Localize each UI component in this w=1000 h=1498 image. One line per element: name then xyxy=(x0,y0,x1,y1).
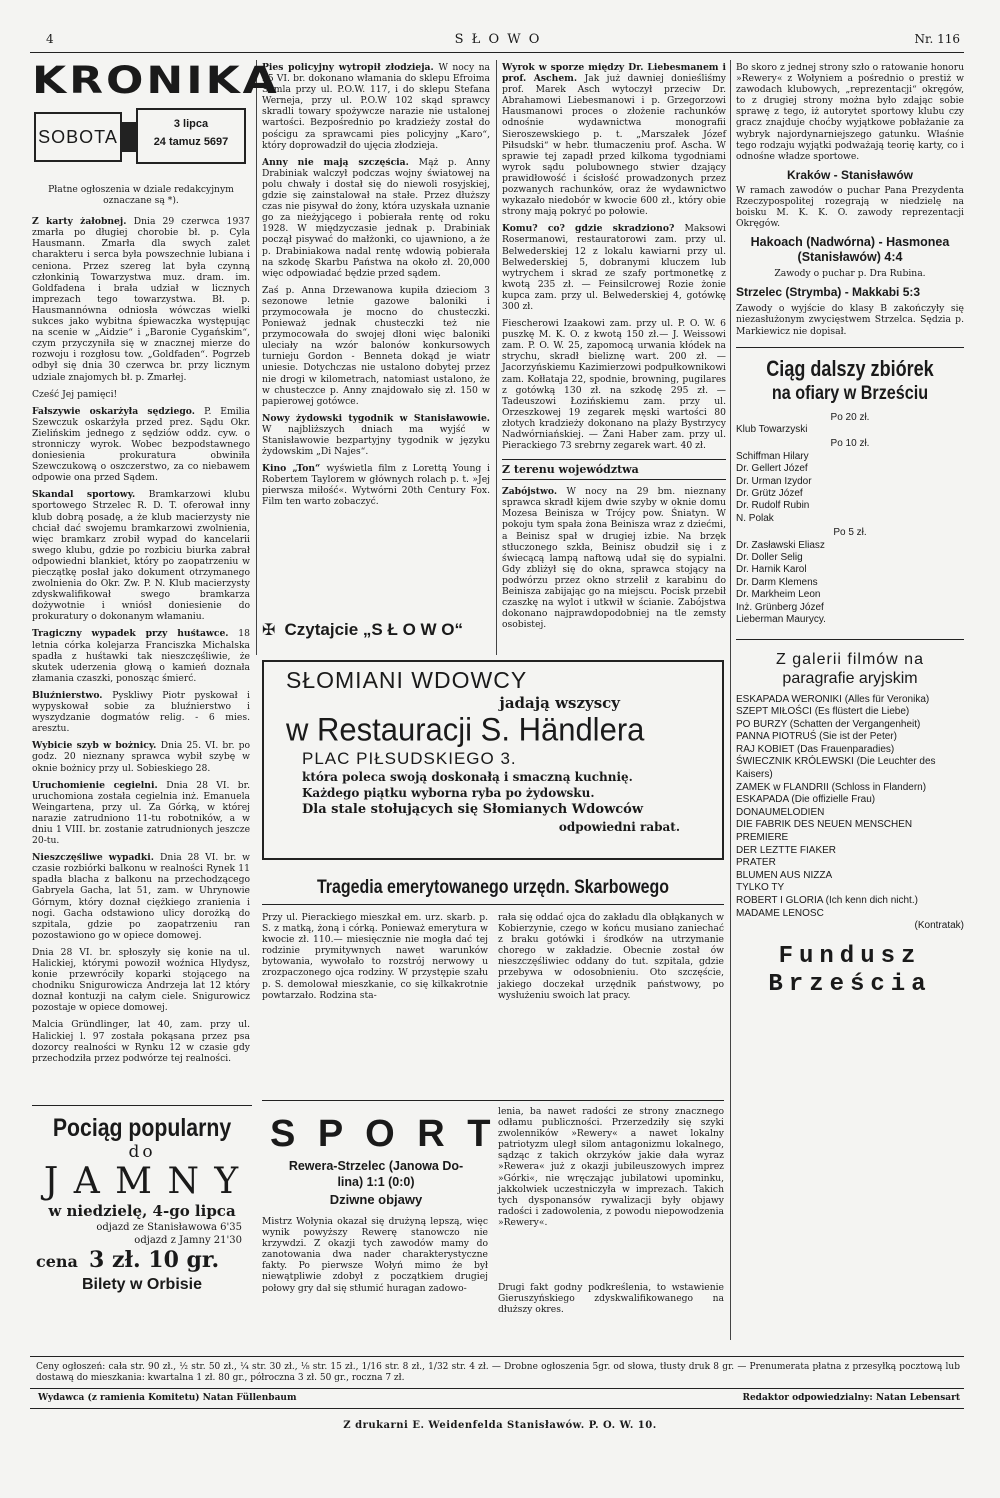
film-item: MADAME LENOSC xyxy=(736,907,824,919)
hakoach-title: Hakoach (Nadwórna) - Hasmonea (Stanisławów) 4:4 xyxy=(750,235,950,265)
film-item: (Kontratak) xyxy=(914,920,964,932)
fundusz-title-1: Fundusz xyxy=(778,942,922,970)
newspaper-name: S Ł O W O xyxy=(454,32,542,47)
handler-ad xyxy=(262,660,724,860)
donor-line: Dr. Doller Selig xyxy=(736,552,803,564)
kronika-article: Cześć Jej pamięci! xyxy=(32,388,118,400)
donor-line: Po 10 zł. xyxy=(830,438,870,450)
film-item: PRATER xyxy=(736,857,776,869)
page-number: 4 xyxy=(46,32,54,46)
sport-sub-1: Rewera-Strzelec (Janowa Do- xyxy=(288,1159,464,1173)
date-box xyxy=(136,108,246,164)
tragedia-left: Przy ul. Pierackiego mieszkał em. urz. skarb. p. S. z matką, żoną i córką. Ponieważ emerytura w kwocie zł. 110.— miesięcznie nie mogła dać tej rodzinie prymitywnych nawet warunków bytowania, wywołało to rozstrój nerwowy u zrozpaczonego ojca rodziny. W przystępie szału p. S. demolował mieszkanie, co się kilkakrotnie powtarzało. Rodzina sta- xyxy=(262,912,488,1001)
sport-section xyxy=(262,1100,724,1330)
film-item: RAJ KOBIET (Das Frauenparadies) xyxy=(736,743,895,755)
issue-number: Nr. 116 xyxy=(914,32,960,46)
handler-line1: SŁOMIANI WDOWCY xyxy=(286,667,528,693)
film-item: TYLKO TY xyxy=(736,882,785,894)
footer-prices: Ceny ogłoszeń: cała str. 90 zł., ½ str. 50 zł., ¼ str. 30 zł., ⅛ str. 15 zł., 1/16 str. 8 zł., 1/32 str. 4 zł. — Drobne ogłoszenia 5gr. od słowa, tłusty druk 8 gr. — Prenumerata płatna z przesyłką pocztową lub dostawą do mieszkania: kwartalna 1 zł. 80 gr., półroczna 3 zł. 50 gr., roczna 7 zł. xyxy=(36,1362,960,1383)
kronika-articles xyxy=(32,216,250,1064)
train-ad-tickets: Bilety w Orbisie xyxy=(81,1276,203,1293)
kronika-article: Skandal sportowy. Bramkarzowi klubu sportowego Strzelec R. D. T. oferował inny klub dobrą posadę, a że klub macierzysty nie chciał dać swojemu bramkarzowi zwolnienia, więc bramkarz zrobił wypad do kancelarii swego klubu, gdzie po rozbiciu biurka zabrał odpowiedni blankiet, który po zaopatrzeniu w pieczątkę posłał jako dokument otrzymanego zwolnienia do Okr. Zw. P. N. Klub macierzysty zdyskwalifikował swego bramkarza dożywotnie i wniósł doniesienie do prokuratury o dokonanym włamaniu. xyxy=(32,489,250,623)
film-item: PO BURZY (Schatten der Vergangenheit) xyxy=(736,718,921,730)
handler-line7: Dla stale stołujących się Słomianych Wdowców xyxy=(302,802,644,817)
film-item: ŚWIECZNIK KRÓLEWSKI (Die Leuchter des Kaisers) xyxy=(736,756,936,781)
film-item: ESKAPADA (Die offizielle Frau) xyxy=(736,794,876,806)
hakoach-text: Zawody o puchar p. Dra Rubina. xyxy=(774,268,926,280)
film-item: DIE FABRIK DES NEUEN MENSCHEN xyxy=(736,819,913,831)
kronika-article: Z karty żałobnej. Dnia 29 czerwca 1937 zmarła po długiej chorobie bł. p. Cyla Hausmann. Zmarła dla swych zalet charakteru i serca była powszechnie lubiana i ceniona. Przez szereg lat była czynną członkinią Towarzystwa muz. dram. im. Goldfadena i brała udział w licznych imprezach tego towarzystwa. Bł. p. Hausmannówna odniosła wówczas wielki sukces jako wybitna śpiewaczka występując na scenie w „Aidzie“ i „Baronie Cygańskim“, czym przyczyniła się w znacznej mierze do rozwoju i rozgłosu tow. „Goldfaden“. Pogrzeb odbył się dnia 30 czerwca br. przy licznym udziale znajomych bł. p. Zmarłej. xyxy=(32,216,250,383)
fundusz-title-2: Brześcia xyxy=(768,970,932,998)
header-divider xyxy=(30,52,964,53)
footer-printer: Z drukarni E. Weidenfelda Stanisławów. P. O. W. 10. xyxy=(343,1420,657,1431)
column-divider xyxy=(730,60,731,1340)
date-line-1: 3 lipca xyxy=(173,118,209,130)
sport-continuation: Bo skoro z jednej strony szło o ratowanie honoru »Rewery« z Wołyniem a pośrednio o prestiż w zawodach klubowych, „reprezentacji“ okręgów, to z drugiej strony można było zdając sobie sprawę z tego, iż autorytet sportowy klubu czy gracz znajduje choćby wyjątkowe pobłażanie za wybryk najordynarniejszego gatunku. Właśnie tego rodzaju wyjątki podważają teorię karty, co i odnośne władze sportowe. xyxy=(736,62,964,162)
donor-line: Po 20 zł. xyxy=(830,411,870,423)
donor-line: Dr. Grütz Józef xyxy=(736,488,803,500)
column-divider xyxy=(496,60,497,655)
film-item: SZEPT MIŁOŚCI (Es flüstert die Liebe) xyxy=(736,706,910,718)
donor-line: Dr. Darm Klemens xyxy=(736,576,818,588)
handler-line3: w Restauracji S. Händlera xyxy=(286,711,645,748)
film-item: BLUMEN AUS NIZZA xyxy=(736,869,833,881)
article: Pies policyjny wytropił złodzieja. W nocy na 25 VI. br. dokonano włamania do sklepu Efroima Semla przy ul. P.O.W. 117, i do sklepu Stefana Werneja, przy ul. P.O.W 102 skąd sprawcy skradli towary spożywcze narazie nie ustalonej wartości. Bezpośrednio po kradzieży został do pościgu za sprawcami pies policyjny „Karo“, który doprowadził do ujęcia złodzieja. xyxy=(262,62,490,151)
tragedia-right: rała się oddać ojca do zakładu dla obłąkanych w Kobierzynie, czego w końcu musiano zaniechać z braku gotówki i środków na utrzymanie chorego w zakładzie. Obecnie został ów nieszczęśliwiec oddany do tut. szpitala, gdzie przebywa w odosobnieniu. Oto szczęście, jakiego doczekał urzędnik państwowy, po wysłużeniu swoich lat pracy. xyxy=(498,912,724,1001)
train-ad xyxy=(32,1105,252,1305)
kronika-article: Fałszywie oskarżyła sędziego. P. Emilia Szewczuk oskarżyła przed prez. Sądu Okr. Zielińskim jednego z sędziów oddz. cyw. o stronniczy wyrok. Wobec bezpodstawnego doniesienia prokuratura obwiniła Szewczukową o oszczerstwo, za co niebawem odpowie ona przed Sądem. xyxy=(32,405,250,484)
handler-line4: PLAC PIŁSUDSKIEGO 3. xyxy=(302,749,517,768)
date-line-2: 24 tamuz 5697 xyxy=(153,136,229,148)
handler-line2: jadają wszyscy xyxy=(499,694,620,712)
article: Zaś p. Anna Drzewanowa kupiła dzieciom 3 sezonowe letnie gazowe baloniki i przymocowała je mocno do chusteczki. Ponieważ jednak chusteczki też nie przymocowała do swojej dłoni więc baloniki uleciały na wzór balonów konkursowych turnieju Gordon - Benneta dokąd je wiatr uniesie. Dotychczas nie ustalono dobytej przez nie drogi w kilometrach, natomiast ustalono, że w chusteczce p. Anny znajdowało się zł. 150 w papierowej gotówce. xyxy=(262,284,490,407)
column-2 xyxy=(262,62,490,622)
tragedia-title: Tragedia emerytowanego urzędn. Skarbowego xyxy=(316,877,670,898)
train-ad-line4: w niedzielę, 4-go lipca xyxy=(48,1202,236,1220)
kronika-article: Tragiczny wypadek przy huśtawce. 18 letnia córka kolejarza Franciszka Michalska spadła z huśtawki tak nieszczęśliwie, że skutek uderzenia głową o kamień doznała złamania czaszki, ponosząc śmierć. xyxy=(32,628,250,684)
column-4 xyxy=(736,62,964,1352)
kronika-article: Dnia 28 VI. br. spłoszyły się konie na ul. Halickiej, którymi powoził woźnica Hlydysz, konie przewróciły koparki stojącego na chodniku Snigurowicza Andrzeja lat 12 który doznał kontuzji na całym ciele. Snigurowicz pozostaje w opiece domowej. xyxy=(32,946,250,1014)
kronika-article: Wybicie szyb w bożnicy. Dnia 25. VI. br. po godz. 20 nieznany sprawca wybił szybę w oknie bożnicy przy ul. Sobieskiego 28. xyxy=(32,740,250,774)
sport-left: Mistrz Wołynia okazał się drużyną lepszą, więc wynik powyższy Rewerę stanowczo nie krzywdzi. Z okazji tych zawodów mamy do zanotowania dwa nader charakterystyczne fakty. Po pierwsze Wołyń mimo że był niewątpliwie zdobył z początkiem drugiej połowy gry dał się stłumić huragan zadowo- xyxy=(262,1216,488,1294)
handler-line5: która poleca swoją doskonałą i smaczną kuchnię. xyxy=(302,770,633,784)
column-3 xyxy=(502,62,726,662)
filmy-list xyxy=(736,694,964,933)
film-item: DER LEZTTE FIAKER xyxy=(736,844,837,856)
train-ad-price: cena 3 zł. 10 gr. xyxy=(36,1247,220,1273)
film-item: DONAUMELODIEN xyxy=(736,806,825,818)
donor-line: Dr. Rudolf Rubin xyxy=(736,500,810,512)
donor-line: Klub Towarzyski xyxy=(736,424,808,435)
column-divider xyxy=(256,60,257,655)
date-connector xyxy=(122,122,136,152)
czytajcie-banner xyxy=(262,620,492,650)
film-item: ROBERT I GLORIA (Ich kenn dich nicht.) xyxy=(736,895,918,906)
day-label: SOBOTA xyxy=(38,126,118,147)
footer-editor: Redaktor odpowiedzialny: Natan Lebensart xyxy=(742,1393,960,1403)
zbiorek-list xyxy=(736,412,964,627)
sport-sub-3: Dziwne objawy xyxy=(329,1192,423,1207)
strzelec-text: Zawody o wyjście do klasy B zakończyły się niezasłużonym zwycięstwem Strzelca. Sędzia p. Markiewicz nie dopisał. xyxy=(736,303,964,337)
tragedia-section xyxy=(262,876,724,1076)
filmy-title-2: paragrafie aryjskim xyxy=(782,669,918,687)
train-ad-line5: odjazd ze Stanisławowa 6'35 xyxy=(96,1222,242,1233)
krakow-text: W ramach zawodów o puchar Pana Prezydenta Rzeczypospolitej rozegrają w niedzielę na boisku M. K. K. O. zawody reprezentacji Okręgów. xyxy=(736,184,964,230)
day-box xyxy=(34,112,122,162)
train-ad-line1: Pociąg popularny xyxy=(52,1114,232,1142)
strzelec-title: Strzelec (Strymba) - Makkabi 5:3 xyxy=(736,285,921,300)
article: Anny nie mają szczęścia. Mąż p. Anny Drabiniak walczył podczas wojny światowej na polu chwały i dostał się do niewoli rosyjskiej, gdzie się zainstalował na stałe. Przez dłuższy czas nie pisywał do żony, która uzyskała uznanie go za nieżyjącego i pobierała rentę od roku 1928. W międzyczasie jednak p. Drabiniak począł pisywać do małżonki, co ujawniono, a że p. Drabiniakowa nadal rentę wdowią pobierała na szkodę Skarbu Państwa na około zł. 20,000 więc odpowiadać będzie przed sądem. xyxy=(262,156,491,279)
donor-line: Dr. Markheim Leon xyxy=(736,589,821,601)
krakow-title: Kraków - Stanisławów xyxy=(786,167,914,182)
filmy-title-1: Z galerii filmów na xyxy=(776,650,924,668)
train-ad-line6: odjazd z Jamny 21'30 xyxy=(134,1235,242,1246)
handler-line6: Każdego piątku wyborna ryba po żydowsku. xyxy=(302,786,595,800)
footer-publisher: Wydawca (z ramienia Komitetu) Natan Füllenbaum xyxy=(38,1393,297,1403)
film-item: PREMIERE xyxy=(736,832,789,844)
sport-middle-2: Drugi fakt godny podkreślenia, to wstawienie Gieruszyńskiego zdyskwalifikowanego na dłuższy okres. xyxy=(498,1282,724,1316)
sport-middle: lenia, ba nawet radości ze strony znacznego odłamu publiczności. Przerzedziły się szyki zwolenników »Rewery« a nawet lokalny patriotyzm uległ silom antagonizmu lokalnego, sądząc z takich okrzyków jakie dała wyraz »Rewera« już z okazji jubileuszowych imprez »Górki«, nie wręczając jubilatowi upominku, jakkolwiek uczestniczyła w imprezach. Takich tych dysponansów rywalizacji były objawy radości i zadowolenia, z powodu niepowodzenia »Rewery«. xyxy=(498,1106,724,1228)
kronika-article: Bluźnierstwo. Pyskliwy Piotr pyskował i wypyskował sobie za bluźnierstwo i wyszydzanie dogmatów relig. - 6 mies. aresztu. xyxy=(32,689,250,735)
film-item: ZAMEK w FLANDRII (Schloss in Flandern) xyxy=(736,781,927,793)
film-item: PANNA PIOTRUŚ (Sie ist der Peter) xyxy=(736,731,897,743)
section-heading: Z terenu województwa xyxy=(502,459,726,480)
sport-sub-2: lina) 1:1 (0:0) xyxy=(337,1175,415,1189)
donor-line: N. Polak xyxy=(736,512,774,524)
article: Zabójstwo. W nocy na 29 bm. nieznany sprawca skradł kijem dwie szyby w oknie domu Mozesa Beinisza w Trójcy pow. Śniatyn. W pokoju tym spała żona Beinisza wraz z dziećmi, a Beinisz spał w drugiej izbie. Na brzęk stłuczonego szkła, Beinisz obudził się i z świecącą lampą naftową udał się do sypialni. Gdy zbliżył się do okna, sprawca stojący na podwórzu przez okno strzelił z karabinu do Beinisza zabijając go na miejscu. Pocisk przebił czaszkę na wylot i utkwił w ścianie. Zabójstwa dokonano najprawdopodobniej na tle zemsty osobistej. xyxy=(502,486,726,631)
footer-divider xyxy=(30,1356,964,1357)
donor-line: Inż. Grünberg Józef xyxy=(736,601,824,613)
donor-line: Dr. Harnik Karol xyxy=(736,564,807,576)
czytajcie-text: Czytajcie „S Ł O W O“ xyxy=(284,620,464,639)
article: Wyrok w sporze między Dr. Liebesmanem i prof. Aschem. Jak już dawniej donieśliśmy prof. Marek Asch wytoczył przeciw Dr. Abrahamowi Liebesmanowi i p. Grzegorzowi Hausmanowi proces o złożenie rachunków odnośnie wydawnictwa monografii Sieroszewskiego p. t. „Marszałek Józef Piłsudski“ w hebr. tłumaczeniu prof. Ascha. W sprawie tej zapadł przed kilkoma tygodniami wyrok sądu polubownego stwier dzający prawidłowość i ścisłość prowadzonych przez pozwanych rachunków, oraz że wydawnictwo wykazało niedobór w kwocie 600 zł., który obie strony mają pokryć po połowie. xyxy=(502,62,727,218)
train-ad-line3: J A M N Y xyxy=(43,1161,241,1202)
zbiorek-title-2: na ofiary w Brześciu xyxy=(771,382,929,404)
kronika-article: Uruchomienie cegielni. Dnia 28 VI. br. uruchomiona została cegielnia inż. Emanuela Weingartena, przy ul. Za Górką, w której narazie zatrudniono 11-tu robotników, a w dniu 1 VIII. br. zostanie zatrudnionych jeszcze 20-tu. xyxy=(32,779,250,847)
article: Kino „Ton“ wyświetla film z Lorettą Young i Robertem Taylorem w głównych rolach p. t. »Jej pierwsza miłość«. Wytwórni 20th Century Fox. Film ten warto zobaczyć. xyxy=(262,463,490,508)
film-item: ESKAPADA WERONIKI (Alles für Veronika) xyxy=(736,693,930,705)
article: Fiescherowi Izaakowi zam. przy ul. P. O. W. 6 puszkę M. K. O. z kwotą 150 zł.— J. Weissowi zam. P. O. W. 25, zapomocą urwania kłódek na strychu, skradł bieliznę wart. 200 zł. — Jacorzyńskiemu Kazimierzowi podpułkownikowi zam. Kołłataja 22, spodnie, browning, pugilares z gotówką 130 zł. na szkodę 295 zł. — Tadeuszowi Łozińskiemu zam. przy ul. Orzeszkowej 19 zegarek męski wartości 80 złotych kradzieży dokonano na plaży Bystrzycy Nadwórniańskiej. — Żani Haber zam. przy ul. Pierackiego 73 srebrny zegarek wart. 40 zł. xyxy=(502,318,726,452)
page-header xyxy=(36,32,960,50)
article: Komu? co? gdzie skradziono? Maksowi Rosermanowi, restauratorowi zam. przy ul. Belwederskiej 12 z lokalu kawiarni przy ul. Belwederskiej 5, dobranymi kluczem lub wytrychem i skrad ze szafy portmonetkę z kwotą 235 zł. — Feinsilcrowej Rozie żonie kupca zam. przy ul. Belwederskiej 4, gotówkę 300 zł. xyxy=(502,223,726,312)
kronika-notice: Płatne ogłoszenia w dziale redakcyjnym oznaczane są *). xyxy=(48,184,234,207)
donor-line: Lieberman Maurycy. xyxy=(736,614,826,626)
donor-line: Po 5 zł. xyxy=(833,527,867,539)
kronika-date-box xyxy=(32,108,250,168)
donor-line: Schiffman Hilary xyxy=(736,450,809,462)
czytajcie-icon: ✠ xyxy=(262,620,276,639)
handler-line8: odpowiedni rabat. xyxy=(558,820,680,834)
kronika-title: KRONIKA xyxy=(32,58,280,103)
kronika-article: Nieszczęśliwe wypadki. Dnia 28 VI. br. w czasie rozbiórki balkonu w realności Rynek 11 spadła blacha z balkonu na przechodzącego Gabryela Gacha, lat 51, zam. w Uhrynowie Górnym, który doznał ciężkiego zranienia i nogi. Gacha odstawiono ulicy dorożką do szpitala, gdzie po zaopatrzeniu ran pozostawiono go w opiece domowej. xyxy=(32,852,251,941)
kronika-article: Malcia Gründlinger, lat 40, zam. przy ul. Halickiej l. 97 została pokąsana przez psa dozorcy realności w Rynku 12 w czasie gdy przechodziła przez podwórze tej realności. xyxy=(32,1019,250,1064)
donor-line: Dr. Gellert Józef xyxy=(736,463,808,475)
donor-line: Dr. Urman Izydor xyxy=(736,475,812,487)
sport-title: S P O R T xyxy=(270,1113,497,1155)
article: Nowy żydowski tygodnik w Stanisławowie. W najbliższych dniach ma wyjść w Stanisławowie bezpartyjny tygodnik w języku żydowskim „Di Najes“. xyxy=(262,412,490,458)
zbiorek-title-1: Ciąg dalszy zbiórek xyxy=(766,355,934,381)
train-ad-line2: do xyxy=(128,1142,156,1162)
donor-line: Dr. Zasławski Eliasz xyxy=(736,539,825,551)
